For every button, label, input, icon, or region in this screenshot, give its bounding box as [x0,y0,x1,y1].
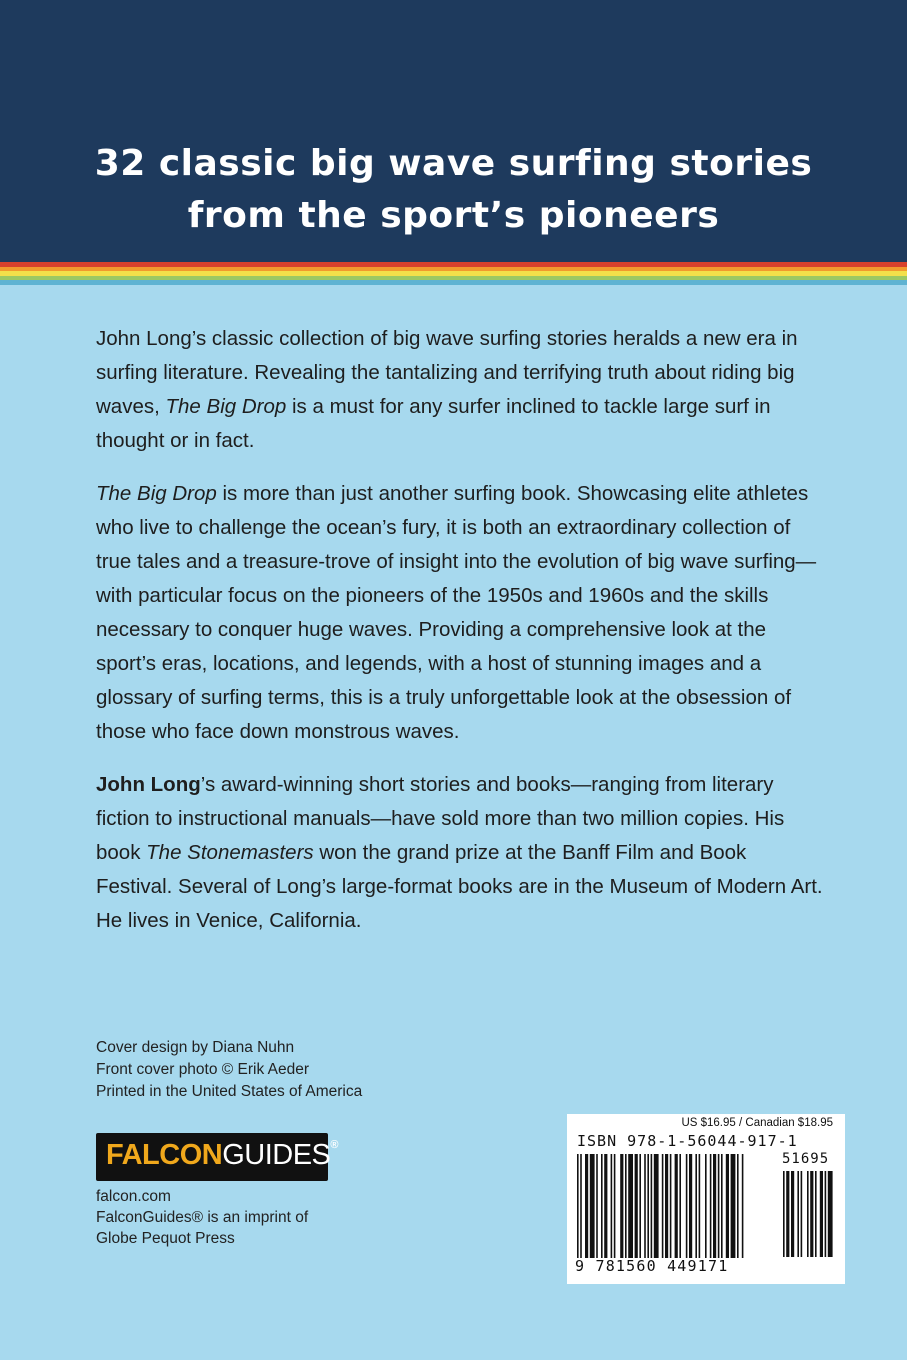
barcode-bar [820,1171,823,1257]
barcode-bar [654,1154,659,1258]
barcode-bar [628,1154,633,1258]
barcode-bar [786,1171,789,1257]
credit-printed: Printed in the United States of America [96,1083,363,1100]
description-paragraph-2 [96,477,826,749]
barcode-bar [737,1154,739,1258]
imprint-line-1: FalconGuides® is an imprint of [96,1209,309,1226]
barcode-bar [635,1154,638,1258]
credit-design: Cover design by Diana Nuhn [96,1039,295,1056]
publisher-website: falcon.com [96,1188,171,1205]
isbn-number: ISBN 978-1-56044-917-1 [577,1132,798,1150]
barcode-bar [577,1154,579,1258]
barcode-bar [828,1171,833,1257]
barcode-bar [801,1171,803,1257]
barcode-bar [590,1154,595,1258]
logo-falcon: FALCON [106,1139,223,1171]
barcode-bar [810,1171,813,1257]
description-paragraph-1 [96,322,826,458]
ean-number: 9 781560 449171 [575,1257,729,1275]
addon-barcode-bars [783,1171,837,1257]
falconguides-logo [96,1133,339,1181]
bio-book-title: The Stonemasters [146,841,314,864]
barcode-bar [731,1154,736,1258]
barcode-bar [611,1154,613,1258]
barcode-bar [639,1154,641,1258]
author-name: John Long [96,773,201,796]
barcode-bar [721,1154,723,1258]
stripe-blue [0,280,907,285]
barcode-bar [713,1154,716,1258]
barcode-bar [647,1154,649,1258]
bio-text-a: ’s award-winning short stories and books—ranging from literary fiction to instructional manuals—have sold more than two million copies. His book [96,773,785,864]
headline-line-1: 32 classic big wave surfing stories [94,143,813,184]
ean-barcode-bars [577,1154,773,1258]
barcode-bar [585,1154,588,1258]
barcode-bar [686,1154,688,1258]
barcode-bar [662,1154,664,1258]
bio-text-b: won the grand prize at the Banff Film and Book Festival. Several of Long’s large-format books are in the Museum of Modern Art. He lives in Venice, California. [96,841,823,932]
price-label: US $16.95 / Canadian $18.95 [681,1117,833,1129]
publisher-imprint [96,1186,308,1249]
imprint-line-2: Globe Pequot Press [96,1230,235,1247]
barcode-bar [596,1154,598,1258]
barcode-bar [726,1154,729,1258]
barcode-bar [718,1154,720,1258]
barcode-bar [783,1171,785,1257]
p2-text: is more than just another surfing book. Showcasing elite athletes who live to challenge the ocean’s fury, it is both an extraordinary collection of true tales and a treasure-trove of insight into the evolution of big wave surfing—with particular focus on the pioneers of the 1950s and 1960s and the skills necessary to conquer huge waves. Providing a comprehensive look at the sport’s eras, locations, and legends, with a host of stunning images and a glossary of surfing terms, this is a truly unforgettable look at the obsession of those who face down monstrous waves. [96,482,817,743]
barcode-bar [620,1154,623,1258]
barcode-bar [742,1154,744,1258]
barcode-bar [791,1171,794,1257]
barcode-bar [665,1154,668,1258]
cover-headline [0,138,907,242]
barcode-bar [614,1154,616,1258]
barcode-bar [689,1154,692,1258]
p1-book-title: The Big Drop [165,395,287,418]
barcode-bar [670,1154,672,1258]
barcode-bar [675,1154,678,1258]
p1-text-b: is a must for any surfer inclined to tackle large surf in thought or in fact. [96,395,771,452]
barcode-bar [679,1154,681,1258]
headline-line-2: from the sport’s pioneers [187,195,720,236]
barcode-bar [580,1154,582,1258]
barcode-bar [807,1171,809,1257]
barcode-bar [651,1154,653,1258]
author-bio [96,768,826,938]
barcode-bar [695,1154,697,1258]
barcode-bar [710,1154,712,1258]
cover-credits [96,1037,362,1103]
barcode-panel [567,1114,845,1284]
barcode-bar [705,1154,707,1258]
logo-registered-mark: ® [330,1139,339,1151]
p1-text-a: John Long’s classic collection of big wave surfing stories heralds a new era in surfing literature. Revealing the tantalizing and terrifying truth about riding big waves, [96,327,798,418]
barcode-bar [825,1171,827,1257]
barcode-bar [815,1171,817,1257]
p2-book-title: The Big Drop [96,482,217,505]
barcode-bar [625,1154,627,1258]
credit-photo: Front cover photo © Erik Aeder [96,1061,310,1078]
book-description [96,322,826,957]
logo-guides: GUIDES [222,1139,331,1171]
barcode-bar [699,1154,701,1258]
price-addon-code: 51695 [782,1151,830,1167]
barcode-bar [601,1154,603,1258]
barcode-bar [644,1154,646,1258]
barcode-bar [797,1171,799,1257]
barcode-bar [604,1154,607,1258]
